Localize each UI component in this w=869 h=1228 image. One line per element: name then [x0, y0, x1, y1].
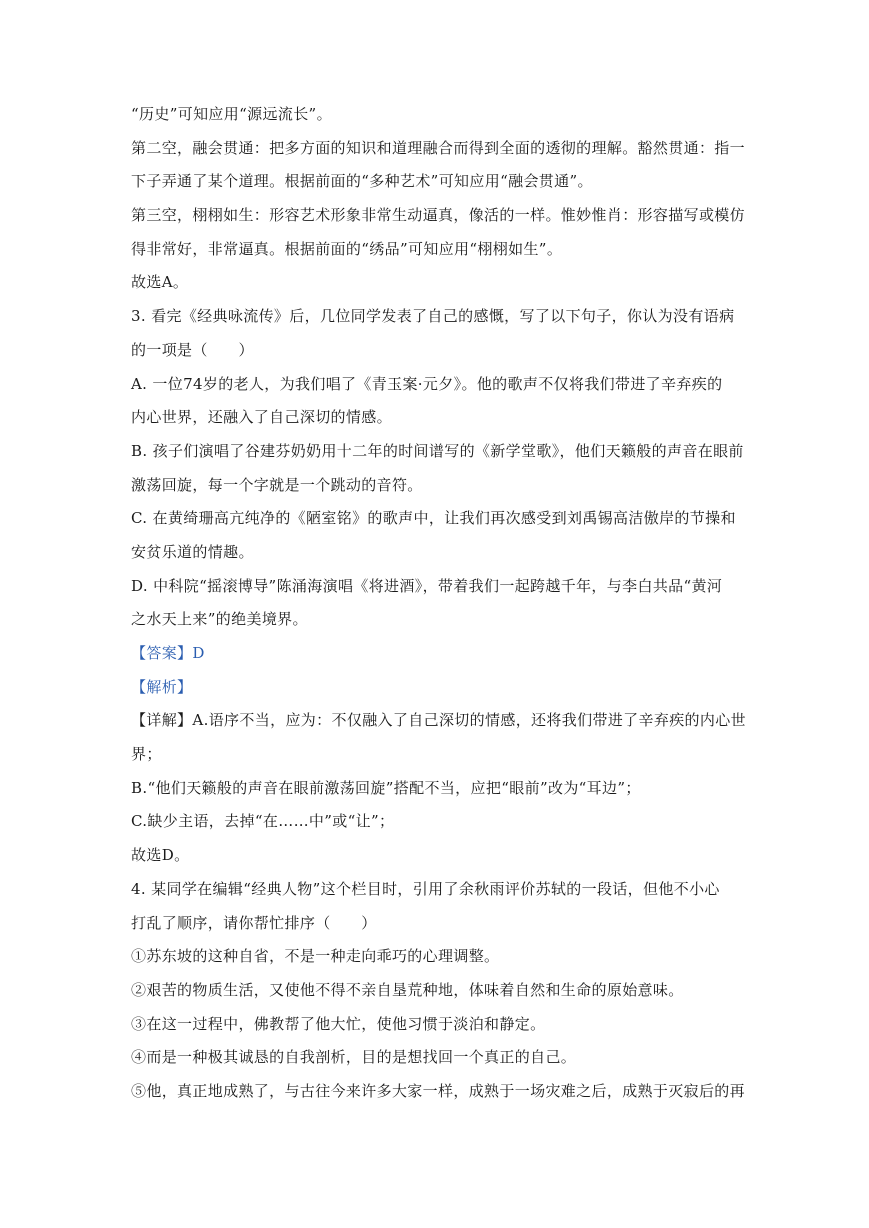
option-c: C. 在黄绮珊高亢纯净的《陋室铭》的歌声中，让我们再次感受到刘禹锡高洁傲岸的节操和	[131, 509, 736, 528]
question-4-stem: 4. 某同学在编辑“经典人物”这个栏目时，引用了余秋雨评价苏轼的一段话，但他不小心	[131, 879, 720, 898]
question-3-stem: 3. 看完《经典咏流传》后，几位同学发表了自己的感慨，写了以下句子，你认为没有语病	[131, 307, 735, 326]
detail-explanation: 【详解】A.语序不当，应为：不仅融入了自己深切的情感，还将我们带进了辛弃疾的内心世	[131, 711, 746, 730]
text-line: “历史”可知应用“源远流长”。	[131, 105, 332, 123]
sentence-3: ③在这一过程中，佛教帮了他大忙，使他习惯于淡泊和静定。	[131, 1014, 546, 1033]
text-line: 第三空，栩栩如生：形容艺术形象非常生动逼真，像活的一样。惟妙惟肖：形容描写或模仿	[131, 206, 746, 225]
option-c: 安贫乐道的情趣。	[131, 542, 254, 561]
option-b: 激荡回旋，每一个字就是一个跳动的音符。	[131, 475, 423, 494]
text-line: 故选A。	[131, 273, 189, 292]
explanation-c: C.缺少主语，去掉“在……中”或“让”；	[131, 812, 395, 831]
answer-label: 【答案】D	[131, 644, 205, 662]
sentence-5: ⑤他，真正地成熟了，与古往今来许多大家一样，成熟于一场灾难之后，成熟于灭寂后的再	[131, 1081, 746, 1100]
question-3-stem: 的一项是（ ）	[131, 340, 254, 359]
option-d: 之水天上来”的绝美境界。	[131, 610, 308, 629]
text-line: 故选D。	[131, 846, 190, 865]
sentence-2: ②艰苦的物质生活，又使他不得不亲自垦荒种地，体味着自然和生命的原始意味。	[131, 980, 684, 999]
option-a: A. 一位74岁的老人，为我们唱了《青玉案·元夕》。他的歌声不仅将我们带进了辛弃疾的	[131, 374, 723, 393]
option-b: B. 孩子们演唱了谷建芬奶奶用十二年的时间谱写的《新学堂歌》，他们天籁般的声音在眼前	[131, 441, 744, 460]
document-page	[131, 104, 746, 1115]
analysis-label: 【解析】	[131, 677, 193, 696]
text-line: 得非常好，非常逼真。根据前面的“绣品”可知应用“栩栩如生”。	[131, 239, 563, 258]
text-line: 第二空，融会贯通：把多方面的知识和道理融合而得到全面的透彻的理解。豁然贯通：指一	[131, 138, 746, 157]
explanation-b: B.“他们天籁般的声音在眼前激荡回旋”搭配不当，应把“眼前”改为“耳边”；	[131, 778, 641, 797]
detail-explanation: 界；	[131, 745, 162, 764]
option-d: D. 中科院“摇滚博导”陈涌海演唱《将进酒》，带着我们一起跨越千年，与李白共品“黄河	[131, 576, 723, 595]
sentence-1: ①苏东坡的这种自省，不是一种走向乖巧的心理调整。	[131, 947, 500, 966]
option-a: 内心世界，还融入了自己深切的情感。	[131, 408, 392, 427]
question-4-stem: 打乱了顺序，请你帮忙排序（ ）	[131, 913, 377, 932]
sentence-4: ④而是一种极其诚恳的自我剖析，目的是想找回一个真正的自己。	[131, 1048, 577, 1067]
text-line: 下子弄通了某个道理。根据前面的“多种艺术”可知应用“融会贯通”。	[131, 172, 593, 191]
